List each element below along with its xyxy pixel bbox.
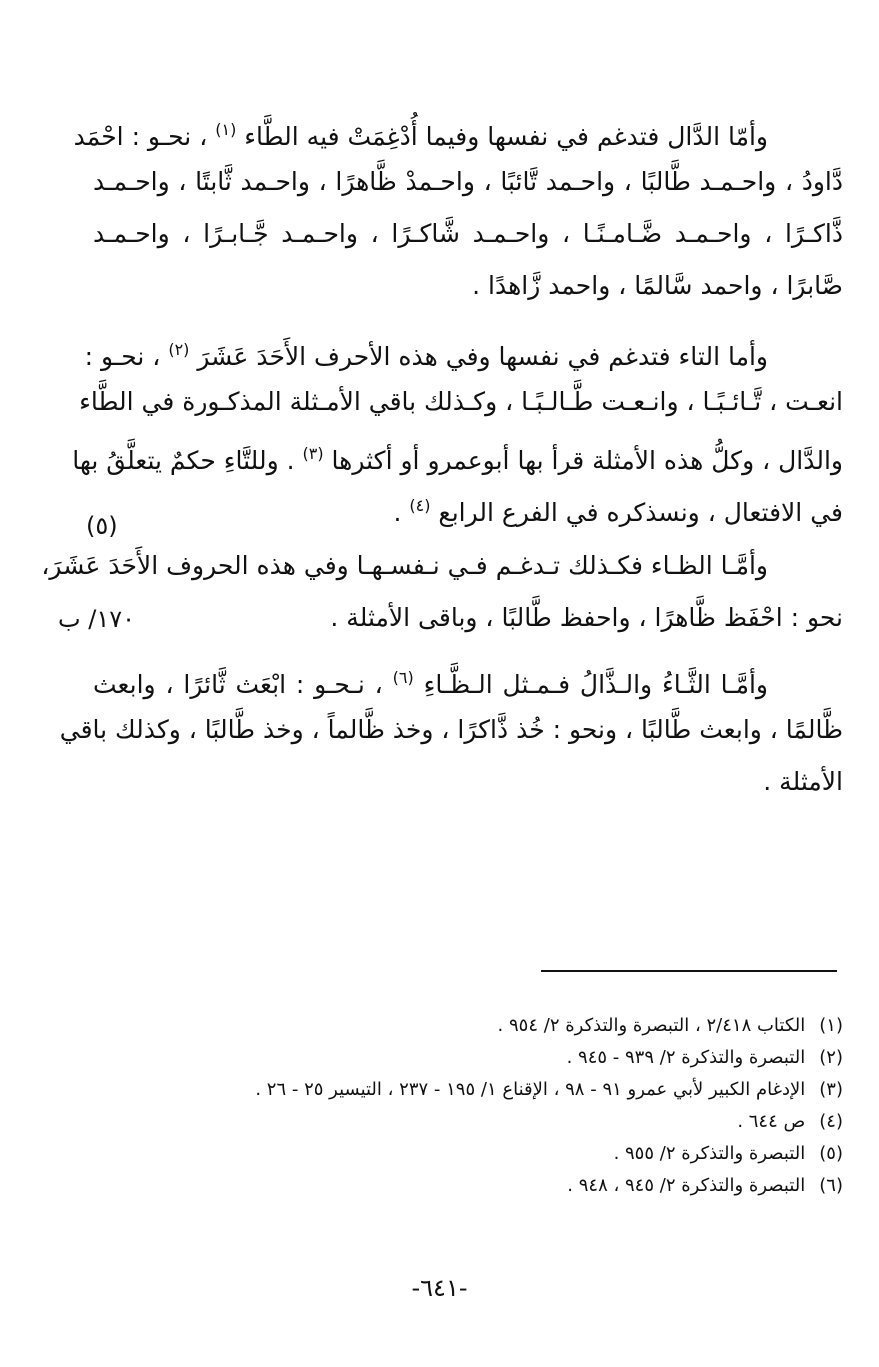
line-text: وأمّا الدَّال فتدغم في نفسها وفيما أُدْغِمَتْ فيه الطَّاء bbox=[244, 122, 768, 151]
text-line bbox=[73, 104, 843, 156]
text-line bbox=[72, 428, 843, 480]
folio-reference: ١٧٠/ ب bbox=[58, 605, 135, 633]
text-line bbox=[93, 652, 843, 704]
footnote bbox=[103, 1106, 843, 1138]
paragraph-dal bbox=[73, 104, 843, 312]
text-line bbox=[93, 480, 843, 532]
line-text: وأما التاء فتدغم في نفسها وفي هذه الأحرف الأَحَدَ عَشَرَ bbox=[197, 342, 768, 371]
footnote-number: (٢) bbox=[819, 1047, 843, 1068]
footnote bbox=[103, 1138, 843, 1170]
text-line: صَّابرًا ، واحمد سَّالمًا ، واحمد زَّاهدًا . bbox=[472, 271, 843, 300]
footnote-text: التبصرة والتذكرة ٢/ ٩٤٥ ، ٩٤٨ . bbox=[567, 1175, 806, 1196]
line-text: في الافتعال ، ونسذكره في الفرع الرابع bbox=[438, 498, 843, 527]
paragraph-dhaa bbox=[41, 540, 843, 644]
margin-note-five: (٥) bbox=[86, 512, 118, 540]
line-text: وأمَّـا الثَّـاءُ والـذَّالُ فـمـثل الـظَّـاءِ bbox=[423, 670, 769, 699]
footnote-text: الإدغام الكبير لأبي عمرو ٩١ - ٩٨ ، الإقناع ١/ ١٩٥ - ٢٣٧ ، التيسير ٢٥ - ٢٦ . bbox=[255, 1079, 806, 1100]
line-text: ، نحـو : احْمَد bbox=[73, 122, 208, 151]
text-line: ظَّالمًا ، وابعث طَّالبًا ، ونحو : خُذ ذَّاكرًا ، وخذ ظَّالماً ، وخذ طَّالبًا ، وكذلك باقي bbox=[59, 715, 843, 744]
footnote bbox=[103, 1010, 843, 1042]
footnote-number: (٥) bbox=[819, 1143, 843, 1164]
footnote-number: (١) bbox=[819, 1015, 843, 1036]
line-text: ، نـحـو : ابْعَث ثَّائرًا ، وابعث bbox=[93, 670, 383, 699]
footnote-ref: (٣) bbox=[302, 444, 324, 463]
text-line: وأمَّـا الظـاء فكـذلك تـدغـم فـي نـفسـهـا وفي هذه الحروف الأَحَدَ عَشَرَ، bbox=[41, 551, 768, 580]
footnote-ref: (٢) bbox=[168, 340, 190, 359]
footnote-text: التبصرة والتذكرة ٢/ ٩٣٩ - ٩٤٥ . bbox=[566, 1047, 806, 1068]
footnote-separator bbox=[541, 970, 837, 972]
text-line: دَّاودُ ، واحـمـد طَّالبًا ، واحـمد تَّائبًا ، واحـمدْ ظَّاهرًا ، واحـمد ثَّابتًا ، واحـمـد bbox=[93, 167, 843, 196]
line-text: . وللتَّاءِ حكمٌ يتعلَّقُ بها bbox=[72, 446, 295, 475]
text-line: نحو : احْفَظ ظَّاهرًا ، واحفظ طَّالبًا ، وباقى الأمثلة . bbox=[330, 603, 843, 632]
footnote bbox=[103, 1042, 843, 1074]
footnote-text: ص ٦٤٤ . bbox=[737, 1111, 806, 1132]
line-text: ، نحـو : bbox=[84, 342, 161, 371]
text-line: ذَّاكـرًا ، واحـمـد ضَّـامـنًـا ، واحـمـد شَّاكـرًا ، واحـمـد جَّـابـرًا ، واحـمـد bbox=[93, 219, 843, 248]
footnote-ref: (٦) bbox=[392, 668, 414, 687]
footnote-text: التبصرة والتذكرة ٢/ ٩٥٥ . bbox=[613, 1143, 806, 1164]
footnotes bbox=[103, 1010, 843, 1202]
footnote-ref: (١) bbox=[215, 120, 237, 139]
footnote bbox=[103, 1074, 843, 1106]
paragraph-thaa-dhal bbox=[59, 652, 843, 808]
footnote-number: (٣) bbox=[819, 1079, 843, 1100]
line-text: . bbox=[393, 498, 402, 527]
footnote-text: الكتاب ٢/٤١٨ ، التبصرة والتذكرة ٢/ ٩٥٤ . bbox=[497, 1015, 806, 1036]
line-text: والدَّال ، وكلُّ هذه الأمثلة قرأ بها أبوعمرو أو أكثرها bbox=[331, 446, 843, 475]
text-line bbox=[84, 324, 843, 376]
footnote-number: (٤) bbox=[819, 1111, 843, 1132]
text-line: انعـت ، تَّـائـبًـا ، وانـعـت طَّـالـبًـا ، وكـذلك باقي الأمـثلة المذكـورة في الطَّاء bbox=[79, 387, 843, 416]
footnote-number: (٦) bbox=[819, 1175, 843, 1196]
page-number: -٦٤١- bbox=[411, 1274, 468, 1302]
footnote-ref: (٤) bbox=[409, 496, 431, 515]
text-line: الأمثلة . bbox=[763, 767, 843, 796]
footnote bbox=[103, 1170, 843, 1202]
paragraph-taa bbox=[72, 324, 843, 532]
